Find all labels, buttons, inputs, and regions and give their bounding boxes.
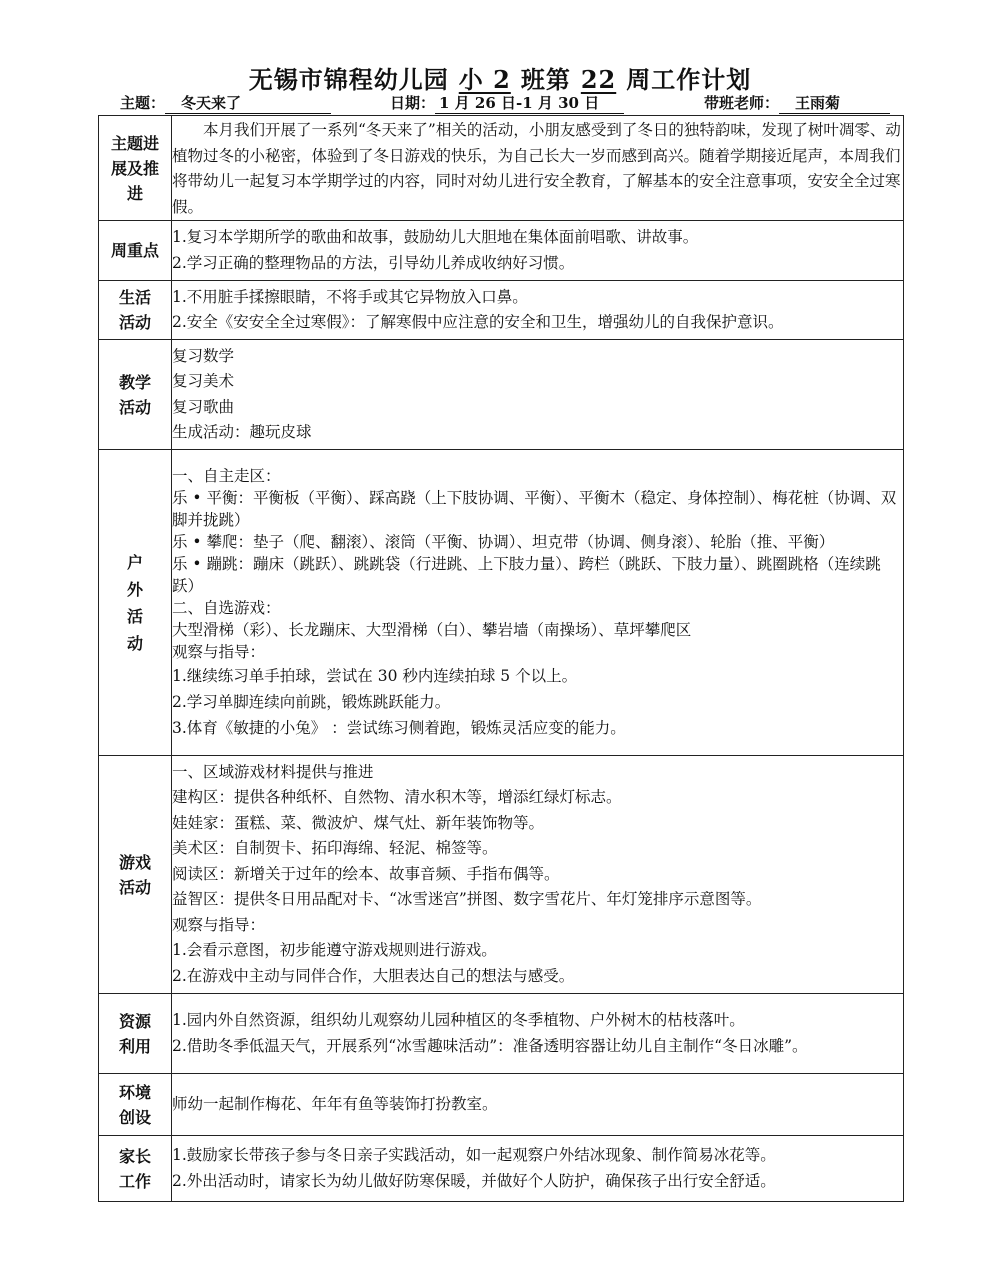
plan-table — [98, 115, 904, 1202]
label-outdoor: 户外活动 — [99, 450, 172, 756]
theme-field — [120, 92, 331, 114]
content-teaching — [172, 340, 904, 450]
teacher-value: 王雨菊 — [779, 92, 890, 114]
focus-line: 1.复习本学期所学的歌曲和故事，鼓励幼儿大胆地在集体面前唱歌、讲故事。 — [172, 228, 699, 246]
outdoor-line: 大型滑梯（彩）、长龙蹦床、大型滑梯（白）、攀岩墙（南操场）、草坪攀爬区 — [172, 620, 692, 639]
games-line: 阅读区：新增关于过年的绘本、故事音频、手指布偶等。 — [172, 864, 560, 883]
page-title — [0, 60, 1000, 95]
title-prefix: 无锡市锦程幼儿园 — [248, 65, 449, 94]
content-games — [172, 756, 904, 994]
row-outdoor — [99, 450, 904, 756]
games-line: 1.会看示意图，初步能遵守游戏规则进行游戏。 — [172, 941, 497, 960]
label-focus: 周重点 — [99, 221, 172, 281]
outdoor-line: 1.继续练习单手拍球，尝试在 30 秒内连续拍球 5 个以上。 — [172, 666, 578, 685]
focus-line: 2.学习正确的整理物品的方法，引导幼儿养成收纳好习惯。 — [172, 253, 575, 272]
parents-line: 2.外出活动时，请家长为幼儿做好防寒保暖，并做好个人防护，确保孩子出行安全舒适。 — [172, 1171, 776, 1190]
games-line: 益智区：提供冬日用品配对卡、“冰雪迷宫”拼图、数字雪花片、年灯笼排序示意图等。 — [172, 890, 762, 909]
teaching-line: 复习数学 — [172, 346, 235, 365]
content-environment — [172, 1074, 904, 1136]
resources-line: 1.园内外自然资源，组织幼儿观察幼儿园种植区的冬季植物、户外树木的枯枝落叶。 — [172, 1011, 745, 1029]
week-number: 22 — [580, 65, 617, 94]
row-progress — [99, 116, 904, 221]
label-teaching: 教学活动 — [99, 340, 172, 450]
theme-label: 主题： — [120, 94, 166, 112]
meta-row — [98, 92, 903, 116]
outdoor-line: 乐 • 蹦跳：蹦床（跳跃）、跳跳袋（行进跳、上下肢力量）、跨栏（跳跃、下肢力量）、跳圈跳格（连续跳跃） — [172, 554, 881, 595]
outdoor-line: 3.体育《敏捷的小兔》 ：尝试练习侧着跑，锻炼灵活应变的能力。 — [172, 718, 626, 737]
theme-value: 冬天来了 — [165, 92, 331, 114]
row-life — [99, 281, 904, 340]
outdoor-line: 二、自选游戏： — [172, 598, 281, 617]
label-games: 游戏活动 — [99, 756, 172, 994]
teaching-line: 生成活动：趣玩皮球 — [172, 423, 312, 441]
progress-text: 本月我们开展了一系列“冬天来了”相关的活动，小朋友感受到了冬日的独特韵味，发现了树叶凋零、动植物过冬的小秘密，体验到了冬日游戏的快乐，为自己长大一岁而感到高兴。随着学期接近尾声，本周我们将带幼儿一起复习本学期学过的内容，同时对幼儿进行安全教育，了解基本的安全注意事项，安安全全过寒假。 — [172, 121, 901, 216]
date-label: 日期： — [390, 94, 436, 112]
games-line: 美术区：自制贺卡、拓印海绵、轻泥、棉签等。 — [172, 839, 498, 858]
label-progress: 主题进展及推进 — [99, 116, 172, 221]
parents-line: 1.鼓励家长带孩子参与冬日亲子实践活动，如一起观察户外结冰现象、制作简易冰花等。 — [172, 1146, 776, 1164]
content-resources — [172, 994, 904, 1074]
outdoor-line: 乐 • 平衡：平衡板（平衡）、踩高跷（上下肢协调、平衡）、平衡木（稳定、身体控制）、梅花桩（协调、双脚并拢跳） — [172, 488, 897, 529]
outdoor-line: 观察与指导： — [172, 642, 266, 661]
life-line: 2.安全《安安全全过寒假》：了解寒假中应注意的安全和卫生，增强幼儿的自我保护意识。 — [172, 313, 784, 331]
date-value: 1 月 26 日-1 月 30 日 — [435, 92, 624, 114]
teaching-line: 复习歌曲 — [172, 397, 235, 416]
content-focus — [172, 221, 904, 281]
label-resources: 资源利用 — [99, 994, 172, 1074]
row-focus — [99, 221, 904, 281]
teacher-label: 带班老师： — [704, 94, 780, 112]
teacher-field — [704, 92, 890, 114]
row-parents — [99, 1136, 904, 1202]
content-life — [172, 281, 904, 340]
games-line: 观察与指导： — [172, 915, 266, 934]
life-line: 1.不用脏手揉擦眼睛，不将手或其它异物放入口鼻。 — [172, 287, 528, 306]
title-mid: 班第 — [520, 65, 571, 94]
teaching-line: 复习美术 — [172, 372, 235, 390]
label-parents: 家长工作 — [99, 1136, 172, 1202]
outdoor-line: 一、自主走区： — [172, 466, 281, 485]
row-resources — [99, 994, 904, 1074]
outdoor-line: 2.学习单脚连续向前跳，锻炼跳跃能力。 — [172, 692, 451, 711]
class-name: 小 2 — [458, 65, 511, 94]
row-games — [99, 756, 904, 994]
resources-line: 2.借助冬季低温天气，开展系列“冰雪趣味活动”：准备透明容器让幼儿自主制作“冬日冰雕”。 — [172, 1036, 808, 1055]
label-life: 生活活动 — [99, 281, 172, 340]
date-field — [390, 92, 624, 114]
games-line: 建构区：提供各种纸杯、自然物、清水积木等，增添红绿灯标志。 — [172, 788, 622, 807]
row-teaching — [99, 340, 904, 450]
content-progress — [172, 116, 904, 221]
content-outdoor — [172, 450, 904, 756]
games-line: 娃娃家：蛋糕、菜、微波炉、煤气灶、新年装饰物等。 — [172, 813, 545, 832]
environment-line: 师幼一起制作梅花、年年有鱼等装饰打扮教室。 — [172, 1094, 498, 1113]
title-suffix: 周工作计划 — [626, 65, 752, 94]
row-environment — [99, 1074, 904, 1136]
content-parents — [172, 1136, 904, 1202]
games-line: 2.在游戏中主动与同伴合作，大胆表达自己的想法与感受。 — [172, 966, 575, 985]
label-environment: 环境创设 — [99, 1074, 172, 1136]
outdoor-line: 乐 • 攀爬：垫子（爬、翻滚）、滚筒（平衡、协调）、坦克带（协调、侧身滚）、轮胎（推、平衡） — [172, 532, 835, 551]
games-line: 一、区域游戏材料提供与推进 — [172, 762, 374, 781]
